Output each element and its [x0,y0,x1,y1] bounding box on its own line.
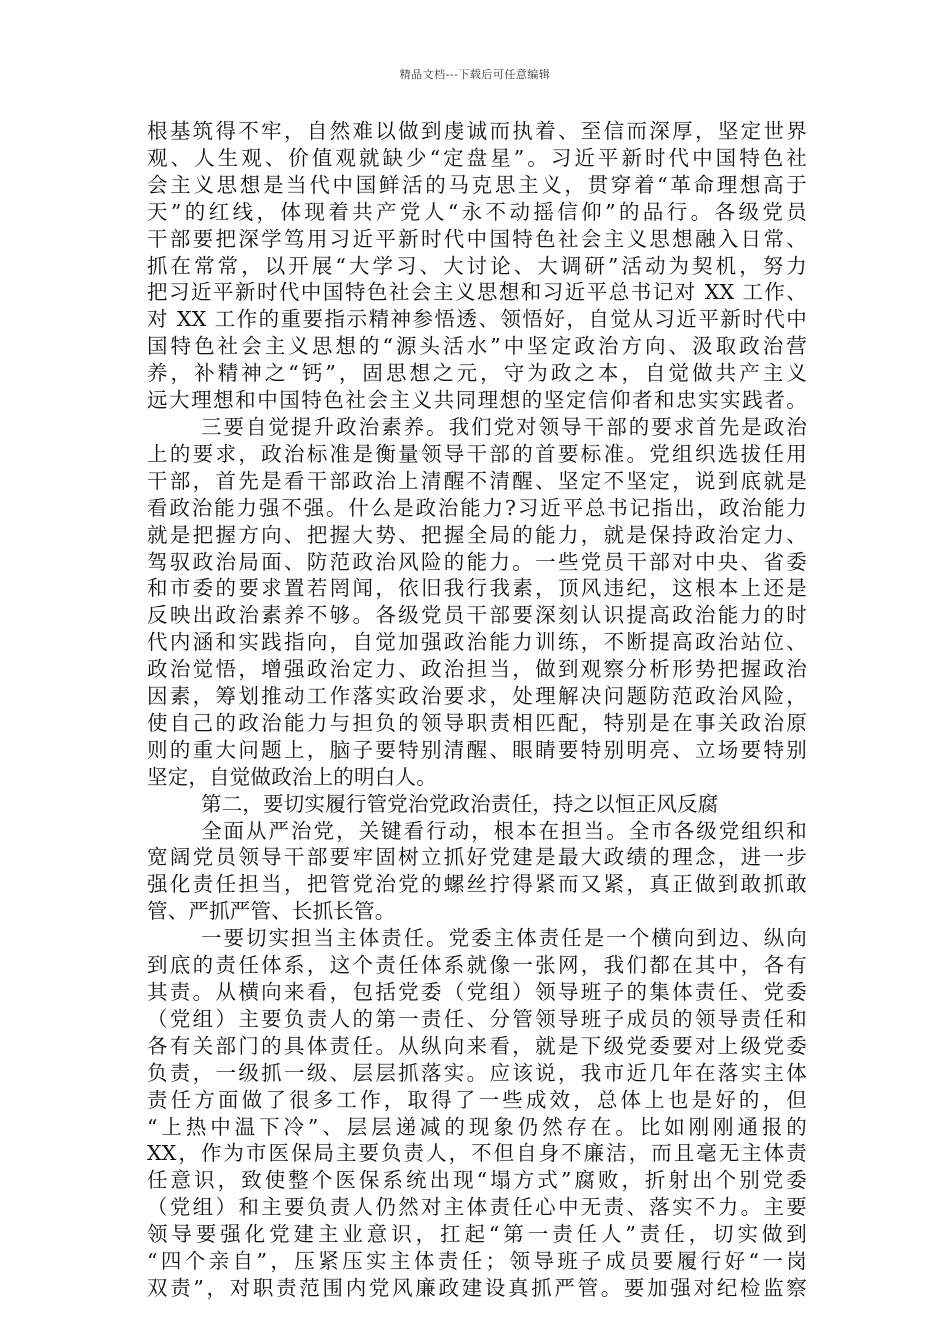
text-line: 领导要强化党建主业意识，扛起“第一责任人”责任，切实做到 [147,1222,807,1247]
text-line: 干部要把深学笃用习近平新时代中国特色社会主义思想融入日常、 [147,226,807,251]
text-line: “四个亲自”，压紧压实主体责任；领导班子成员要履行好“一岗 [147,1249,807,1274]
text-line: 远大理想和中国特色社会主义共同理想的坚定信仰者和忠实实践者。 [147,388,807,413]
paragraph-first-line: 三要自觉提升政治素养。我们党对领导干部的要求首先是政治 [201,414,807,439]
text-line: 任意识，致使整个医保系统出现“塌方式”腐败，折射出个别党委 [147,1168,807,1193]
text-line: 把习近平新时代中国特色社会主义思想和习近平总书记对 XX 工作、 [147,280,807,305]
text-line: 政治觉悟，增强政治定力、政治担当，做到观察分析形势把握政治 [147,657,807,682]
text-line: 强化责任担当，把管党治党的螺丝拧得紧而又紧，真正做到敢抓敢 [147,872,807,897]
paragraph-first-line: 一要切实担当主体责任。党委主体责任是一个横向到边、纵向 [201,926,807,951]
text-line: 到底的责任体系，这个责任体系就像一张网，我们都在其中，各有 [147,953,807,978]
text-line: 代内涵和实践指向，自觉加强政治能力训练，不断提高政治站位、 [147,630,807,655]
text-line: 会主义思想是当代中国鲜活的马克思主义，贯穿着“革命理想高于 [147,172,807,197]
text-line: XX，作为市医保局主要负责人，不但自身不廉洁，而且毫无主体责 [147,1141,807,1166]
text-line: 观、人生观、价值观就缺少“定盘星”。习近平新时代中国特色社 [147,145,807,170]
text-line: 天”的红线，体现着共产党人“永不动摇信仰”的品行。各级党员 [147,199,807,224]
text-line: 双责”，对职责范围内党风廉政建设真抓严管。要加强对纪检监察 [147,1275,807,1300]
text-line: 就是把握方向、把握大势、把握全局的能力，就是保持政治定力、 [147,522,807,547]
text-line: 抓在常常，以开展“大学习、大讨论、大调研”活动为契机，努力 [147,253,807,278]
text-line: 宽阔党员领导干部要牢固树立抓好党建是最大政绩的理念，进一步 [147,845,807,870]
paragraph-last-line: 坚定，自觉做政治上的明白人。 [147,764,437,789]
text-line: 和市委的要求置若罔闻，依旧我行我素，顶风违纪，这根本上还是 [147,576,807,601]
text-line: 国特色社会主义思想的“源头活水”中坚定政治方向、汲取政治营 [147,334,807,359]
paragraph-last-line: 管、严抓严管、长抓长管。 [147,899,396,924]
paragraph-first-line: 全面从严治党，关键看行动，根本在担当。全市各级党组织和 [201,818,807,843]
text-line: 驾驭政治局面、防范政治风险的能力。一些党员干部对中央、省委 [147,549,807,574]
document-body [147,118,807,1302]
text-line: 其责。从横向来看，包括党委（党组）领导班子的集体责任、党委 [147,980,807,1004]
text-line: 上的要求，政治标准是衡量领导干部的首要标准。党组织选拔任用 [147,441,807,466]
text-line: 对 XX 工作的重要指示精神参悟透、领悟好，自觉从习近平新时代中 [147,307,807,332]
text-line: 使自己的政治能力与担负的领导职责相匹配，特别是在事关政治原 [147,710,807,735]
text-line: 负责，一级抓一级、层层抓落实。应该说，我市近几年在落实主体 [147,1060,807,1085]
page-header: 精品文档---下载后可任意编辑 [399,68,551,81]
text-line: 因素，筹划推动工作落实政治要求，处理解决问题防范政治风险， [147,684,807,709]
text-line: 责任方面做了很多工作，取得了一些成效，总体上也是好的，但 [147,1087,807,1112]
text-line: 反映出政治素养不够。各级党员干部要深刻认识提高政治能力的时 [147,603,807,628]
text-line: 养，补精神之“钙”，固思想之元，守为政之本，自觉做共产主义 [147,361,807,386]
text-line: （党组）主要负责人的第一责任、分管领导班子成员的领导责任和 [147,1006,807,1031]
text-line: 干部，首先是看干部政治上清醒不清醒、坚定不坚定，说到底就是 [147,468,807,493]
text-line: “上热中温下冷”、层层递减的现象仍然存在。比如刚刚通报的 [147,1114,807,1139]
text-line: （党组）和主要负责人仍然对主体责任心中无责、落实不力。主要 [147,1195,807,1220]
text-line: 看政治能力强不强。什么是政治能力?习近平总书记指出，政治能力 [147,495,807,520]
text-line: 根基筑得不牢，自然难以做到虔诚而执着、至信而深厚，坚定世界 [147,119,807,143]
section-heading: 第二，要切实履行管党治党政治责任，持之以恒正风反腐 [201,791,719,816]
text-line: 则的重大问题上，脑子要特别清醒、眼睛要特别明亮、立场要特别 [147,737,807,762]
text-line: 各有关部门的具体责任。从纵向来看，就是下级党委要对上级党委 [147,1033,807,1058]
